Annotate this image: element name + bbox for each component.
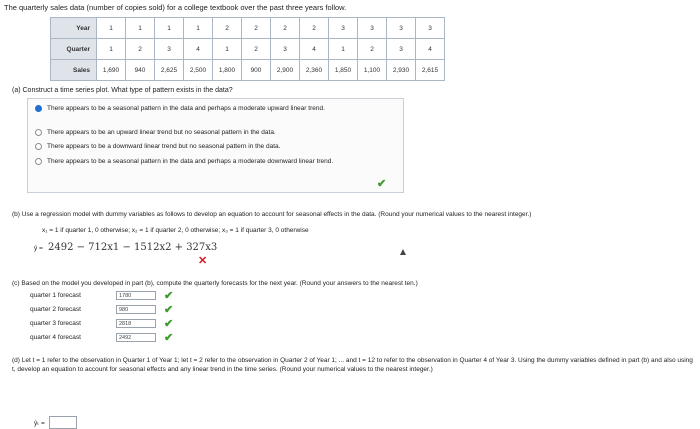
year-cell: 1 <box>155 18 184 39</box>
quarter-cell: 2 <box>242 39 271 60</box>
part-a-choices <box>27 98 404 193</box>
year-cell: 2 <box>242 18 271 39</box>
cross-icon: ✕ <box>198 255 208 267</box>
problem-intro: The quarterly sales data (number of copies sold) for a college textbook over the past three years follow. <box>4 3 347 12</box>
quarter-cell: 1 <box>97 39 126 60</box>
radio-icon[interactable] <box>35 129 42 136</box>
forecast-input[interactable]: 980 <box>116 305 156 314</box>
quarter-cell: 4 <box>184 39 213 60</box>
sales-cell: 1,800 <box>213 60 242 81</box>
quarter-row <box>51 39 445 60</box>
forecast-label: quarter 1 forecast <box>30 292 81 299</box>
year-cell: 1 <box>184 18 213 39</box>
year-row <box>51 18 445 39</box>
choice-text: There appears to be a seasonal pattern in the data and perhaps a moderate downward linear trend. <box>47 158 334 165</box>
part-d-answer-input[interactable] <box>49 416 77 429</box>
quarter-cell: 3 <box>387 39 416 60</box>
quarter-cell: 4 <box>416 39 445 60</box>
part-a-question: (a) Construct a time series plot. What type of pattern exists in the data? <box>12 87 233 94</box>
sales-cell: 1,690 <box>97 60 126 81</box>
dummy-definition: x₁ = 1 if quarter 1, 0 otherwise; x₂ = 1 if quarter 2, 0 otherwise; x₃ = 1 if quarter 3, 0 otherwise <box>42 227 309 234</box>
choice-option-1[interactable] <box>35 105 397 113</box>
forecast-input[interactable]: 2818 <box>116 319 156 328</box>
cursor-pointer-icon <box>400 249 406 255</box>
year-cell: 3 <box>329 18 358 39</box>
forecast-label: quarter 4 forecast <box>30 334 81 341</box>
sales-cell: 2,900 <box>271 60 300 81</box>
quarter-cell: 4 <box>300 39 329 60</box>
year-cell: 1 <box>97 18 126 39</box>
year-cell: 2 <box>300 18 329 39</box>
year-cell: 3 <box>416 18 445 39</box>
check-icon: ✔ <box>164 318 174 330</box>
check-icon: ✔ <box>164 290 174 302</box>
quarter-cell: 1 <box>213 39 242 60</box>
sales-cell: 900 <box>242 60 271 81</box>
radio-icon[interactable] <box>35 143 42 150</box>
check-icon: ✔ <box>164 332 174 344</box>
choice-text: There appears to be a seasonal pattern in the data and perhaps a moderate upward linear trend. <box>47 105 325 112</box>
regression-equation: 2492 − 712x1 − 1512x2 + 327x3 <box>48 242 218 253</box>
year-cell: 1 <box>126 18 155 39</box>
forecast-input[interactable]: 1780 <box>116 291 156 300</box>
forecast-label: quarter 3 forecast <box>30 320 81 327</box>
forecast-label: quarter 2 forecast <box>30 306 81 313</box>
radio-selected-icon[interactable] <box>35 105 42 112</box>
forecast-input[interactable]: 2492 <box>116 333 156 342</box>
choice-option-3[interactable] <box>35 143 397 151</box>
year-cell: 3 <box>387 18 416 39</box>
sales-cell: 2,500 <box>184 60 213 81</box>
quarter-header: Quarter <box>51 39 97 60</box>
sales-header: Sales <box>51 60 97 81</box>
sales-row <box>51 60 445 81</box>
year-cell: 2 <box>213 18 242 39</box>
sales-cell: 1,850 <box>329 60 358 81</box>
check-icon: ✔ <box>164 304 174 316</box>
year-header: Year <box>51 18 97 39</box>
sales-cell: 2,625 <box>155 60 184 81</box>
sales-cell: 940 <box>126 60 155 81</box>
sales-data-table <box>50 17 445 81</box>
yhat-label: ŷ = <box>34 245 43 252</box>
part-c-question: (c) Based on the model you developed in part (b), compute the quarterly forecasts for the next year. (Round your answers to the nearest ten.) <box>12 280 418 287</box>
choice-option-2[interactable] <box>35 129 397 137</box>
quarter-cell: 3 <box>155 39 184 60</box>
radio-icon[interactable] <box>35 158 42 165</box>
check-icon: ✔ <box>377 178 387 190</box>
sales-cell: 2,615 <box>416 60 445 81</box>
sales-cell: 1,100 <box>358 60 387 81</box>
year-cell: 3 <box>358 18 387 39</box>
year-cell: 2 <box>271 18 300 39</box>
yhat-t-label: ŷₜ = <box>34 420 45 427</box>
quarter-cell: 3 <box>271 39 300 60</box>
choice-text: There appears to be an upward linear trend but no seasonal pattern in the data. <box>47 129 276 136</box>
part-b-question: (b) Use a regression model with dummy variables as follows to develop an equation to account for seasonal effects in the data. (Round your numerical values to the nearest integer.) <box>12 211 532 218</box>
quarter-cell: 2 <box>126 39 155 60</box>
part-d-question: (d) Let t = 1 refer to the observation in Quarter 1 of Year 1; let t = 2 refer to the observation in Quarter 2 of Year 1; ... and t = 12 to refer to the observation in Quarter 4 of Year 3. Using the dummy variables defined in part (b) and also using t, develop an equation to account for seasonal effects and any linear trend in the time series. (Round your numerical values to the nearest integer.) <box>12 357 693 373</box>
choice-text: There appears to be a downward linear trend but no seasonal pattern in the data. <box>47 143 281 150</box>
quarter-cell: 2 <box>358 39 387 60</box>
sales-cell: 2,930 <box>387 60 416 81</box>
quarter-cell: 1 <box>329 39 358 60</box>
choice-option-4[interactable] <box>35 158 397 166</box>
sales-cell: 2,360 <box>300 60 329 81</box>
